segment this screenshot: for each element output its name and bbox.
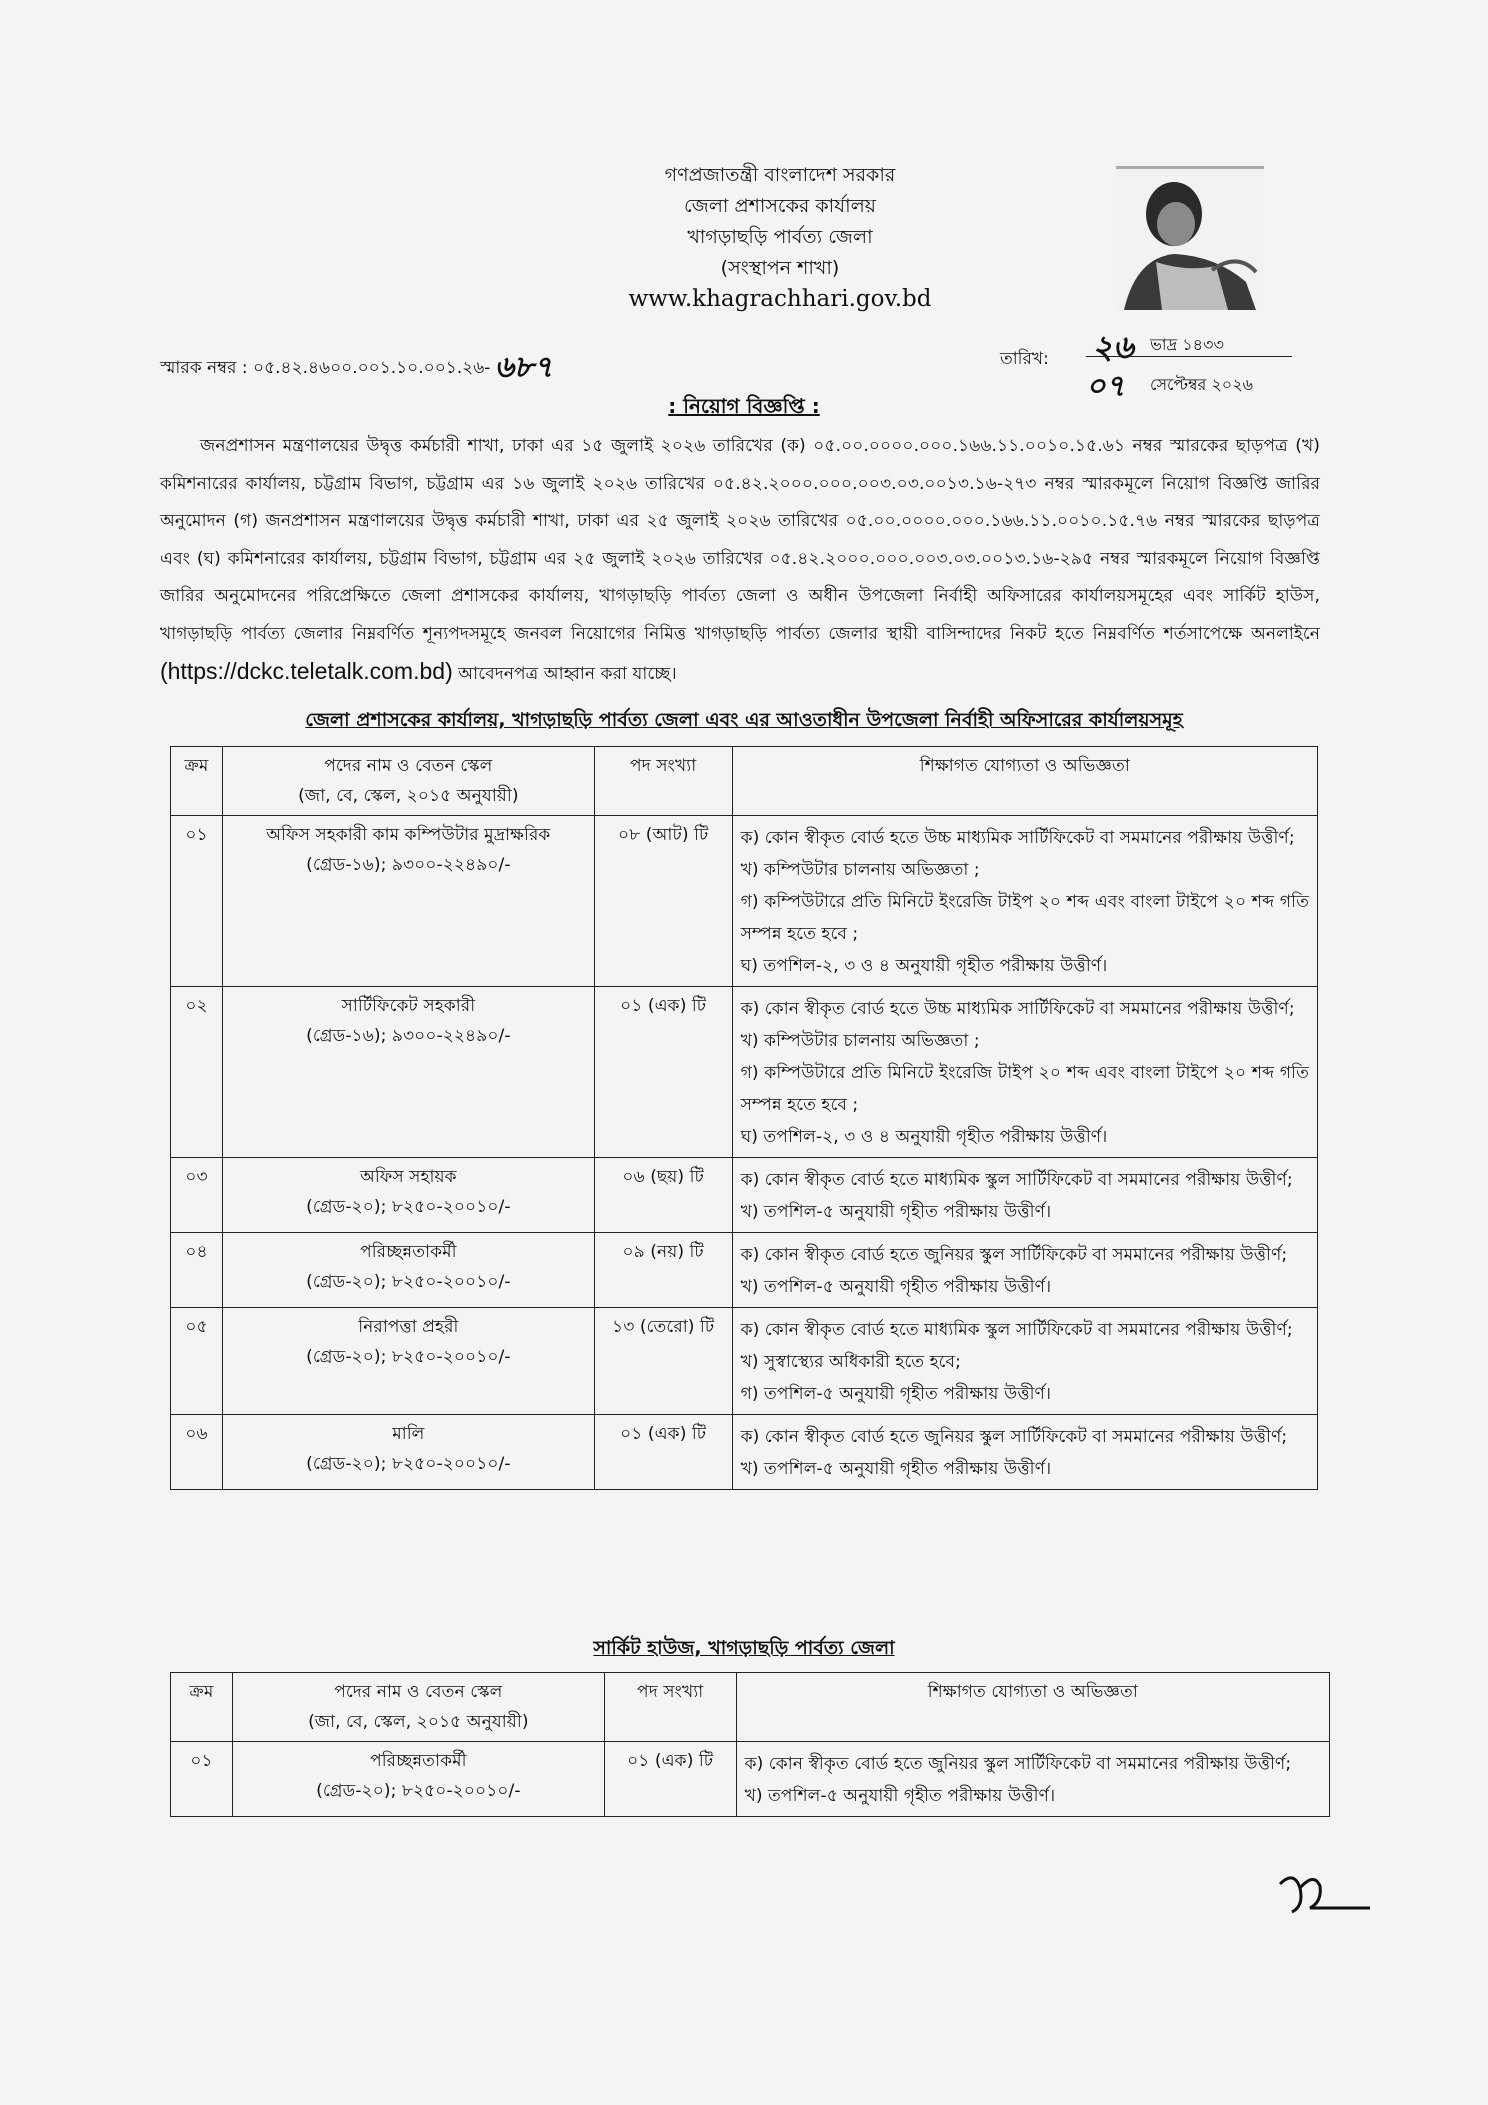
memo-handwritten-number: ৬৮৭ [494,350,553,385]
header-line-branch: (সংস্থাপন শাখা) [720,257,840,279]
date-bangla-day: ২৬ [1092,328,1134,366]
date-label: তারিখ: [1000,349,1049,369]
notice-title: : নিয়োগ বিজ্ঞপ্তি : [668,394,820,418]
table-header-row [171,1673,1330,1742]
col-post: পদের নাম ও বেতন স্কেল (জা, বে, স্কেল, ২০১৫ অনুযায়ী) [232,1673,604,1742]
col-qualification: শিক্ষাগত যোগ্যতা ও অভিজ্ঞতা [736,1673,1329,1742]
col-count: পদ সংখ্যা [594,747,732,816]
portrait-image [1116,162,1264,310]
application-url[interactable]: (https://dckc.teletalk.com.bd) [160,658,453,684]
signature-initials [1270,1866,1380,1926]
table-row: ০৫ নিরাপত্তা প্রহরী (গ্রেড-২০); ৮২৫০-২০০১০/- ১৩ (তেরো) টি ক) কোন স্বীকৃত বোর্ড হতে মাধ্যমিক স্কুল সার্টিফিকেট বা সমমানের পরীক্ষায় উত্তীর্ণ; খ) সুস্বাস্থ্যের অধিকারী হতে হবে; গ) তপশিল-৫ অনুযায়ী গৃহীত পরীক্ষায় উত্তীর্ণ। [171,1308,1318,1415]
date-bangla-month: ভাদ্র ১৪৩৩ [1150,335,1224,354]
table-row: ০১ পরিচ্ছন্নতাকর্মী (গ্রেড-২০); ৮২৫০-২০০১০/- ০১ (এক) টি ক) কোন স্বীকৃত বোর্ড হতে জুনিয়র স্কুল সার্টিফিকেট বা সমমানের পরীক্ষায় উত্তীর্ণ; খ) তপশিল-৫ অনুযায়ী গৃহীত পরীক্ষায় উত্তীর্ণ। [171,1742,1330,1817]
memo-number [160,343,553,394]
section2-heading: সার্কিট হাউজ, খাগড়াছড়ি পার্বত্য জেলা [593,1637,895,1659]
header-line-govt: গণপ্রজাতন্ত্রী বাংলাদেশ সরকার [664,164,896,186]
col-count: পদ সংখ্যা [604,1673,736,1742]
section2-table [170,1672,1330,1817]
table-row: ০১ অফিস সহকারী কাম কম্পিউটার মুদ্রাক্ষরিক (গ্রেড-১৬); ৯৩০০-২২৪৯০/- ০৮ (আট) টি ক) কোন স্বীকৃত বোর্ড হতে উচ্চ মাধ্যমিক সার্টিফিকেট বা সমমানের পরীক্ষায় উত্তীর্ণ; খ) কম্পিউটার চালনায় অভিজ্ঞতা ; গ) কম্পিউটারে প্রতি মিনিটে ইংরেজি টাইপ ২০ শব্দ এবং বাংলা টাইপে ২০ শব্দ গতি সম্পন্ন হতে হবে ; ঘ) তপশিল-২, ৩ ও ৪ অনুযায়ী গৃহীত পরীক্ষায় উত্তীর্ণ। [171,816,1318,987]
col-serial: ক্রম [171,1673,233,1742]
table-row: ০২ সার্টিফিকেট সহকারী (গ্রেড-১৬); ৯৩০০-২২৪৯০/- ০১ (এক) টি ক) কোন স্বীকৃত বোর্ড হতে উচ্চ মাধ্যমিক সার্টিফিকেট বা সমমানের পরীক্ষায় উত্তীর্ণ; খ) কম্পিউটার চালনায় অভিজ্ঞতা ; গ) কম্পিউটারে প্রতি মিনিটে ইংরেজি টাইপ ২০ শব্দ এবং বাংলা টাইপে ২০ শব্দ গতি সম্পন্ন হতে হবে ; ঘ) তপশিল-২, ৩ ও ৪ অনুযায়ী গৃহীত পরীক্ষায় উত্তীর্ণ। [171,987,1318,1158]
body-paragraph: জনপ্রশাসন মন্ত্রণালয়ের উদ্বৃত্ত কর্মচারী শাখা, ঢাকা এর ১৫ জুলাই ২০২৬ তারিখের (ক) ০৫.০০.০০০০.০০০.১৬৬.১১.০০১০.১৫.৬১ নম্বর স্মারকের ছাড়পত্র (খ) কমিশনারের কার্যালয়, চট্টগ্রাম বিভাগ, চট্টগ্রাম এর ১৬ জুলাই ২০২৬ তারিখের ০৫.৪২.২০০০.০০০.০০৩.০৩.০০১৩.১৬-২৭৩ নম্বর স্মারকমূলে নিয়োগ বিজ্ঞপ্তি জারির অনুমোদন (গ) জনপ্রশাসন মন্ত্রণালয়ের উদ্বৃত্ত কর্মচারী শাখা, ঢাকা এর ২৫ জুলাই ২০২৬ তারিখের ০৫.০০.০০০০.০০০.১৬৬.১১.০০১০.১৫.৭৬ নম্বর স্মারকের ছাড়পত্র এবং (ঘ) কমিশনারের কার্যালয়, চট্টগ্রাম বিভাগ, চট্টগ্রাম এর ২৫ জুলাই ২০২৬ তারিখের ০৫.৪২.২০০০.০০০.০০৩.০৩.০০১৩.১৬-২৯৫ নম্বর স্মারকমূলে নিয়োগ বিজ্ঞপ্তি জারির অনুমোদনের পরিপ্রেক্ষিতে জেলা প্রশাসকের কার্যালয়, খাগড়াছড়ি পার্বত্য জেলা ও অধীন উপজেলা নির্বাহী অফিসারের কার্যালয়সমূহের এবং সার্কিট হাউস, খাগড়াছড়ি পার্বত্য জেলার নিম্নবর্ণিত শূন্যপদসমূহে জনবল নিয়োগের নিমিত্ত খাগড়াছড়ি পার্বত্য জেলার স্থায়ী বাসিন্দাদের নিকট হতে নিম্নবর্ণিত শর্তসাপেক্ষে অনলাইনে [160,436,1320,644]
section1-table [170,746,1318,1490]
table-row: ০৩ অফিস সহায়ক (গ্রেড-২০); ৮২৫০-২০০১০/- ০৬ (ছয়) টি ক) কোন স্বীকৃত বোর্ড হতে মাধ্যমিক স্কুল সার্টিফিকেট বা সমমানের পরীক্ষায় উত্তীর্ণ; খ) তপশিল-৫ অনুযায়ী গৃহীত পরীক্ষায় উত্তীর্ণ। [171,1158,1318,1233]
header-line-district: খাগড়াছড়ি পার্বত্য জেলা [687,226,873,248]
memo-label: স্মারক নম্বর : ০৫.৪২.৪৬০০.০০১.১০.০০১.২৬- [160,358,491,378]
website-text: www.khagrachhari.gov.bd [628,286,932,312]
col-qualification: শিক্ষাগত যোগ্যতা ও অভিজ্ঞতা [732,747,1317,816]
date-divider [1086,356,1292,357]
table-row: ০৪ পরিচ্ছন্নতাকর্মী (গ্রেড-২০); ৮২৫০-২০০১০/- ০৯ (নয়) টি ক) কোন স্বীকৃত বোর্ড হতে জুনিয়র স্কুল সার্টিফিকেট বা সমমানের পরীক্ষায় উত্তীর্ণ; খ) তপশিল-৫ অনুযায়ী গৃহীত পরীক্ষায় উত্তীর্ণ। [171,1233,1318,1308]
notice-body [160,428,1320,694]
date-english-month: সেপ্টেম্বর ২০২৬ [1150,375,1254,394]
office-header [540,160,1020,312]
date-english-day: ০৭ [1086,369,1126,404]
section1-heading: জেলা প্রশাসকের কার্যালয়, খাগড়াছড়ি পার্বত্য জেলা এবং এর আওতাধীন উপজেলা নির্বাহী অফিসারের কার্যালয়সমূহ [305,709,1183,731]
table-header-row [171,747,1318,816]
table-row: ০৬ মালি (গ্রেড-২০); ৮২৫০-২০০১০/- ০১ (এক) টি ক) কোন স্বীকৃত বোর্ড হতে জুনিয়র স্কুল সার্টিফিকেট বা সমমানের পরীক্ষায় উত্তীর্ণ; খ) তপশিল-৫ অনুযায়ী গৃহীত পরীক্ষায় উত্তীর্ণ। [171,1415,1318,1490]
col-post: পদের নাম ও বেতন স্কেল (জা, বে, স্কেল, ২০১৫ অনুযায়ী) [222,747,594,816]
col-serial: ক্রম [171,747,223,816]
date-block [1000,322,1300,404]
body-tail: আবেদনপত্র আহ্বান করা যাচ্ছে। [452,664,677,684]
header-line-office: জেলা প্রশাসকের কার্যালয় [684,195,876,217]
